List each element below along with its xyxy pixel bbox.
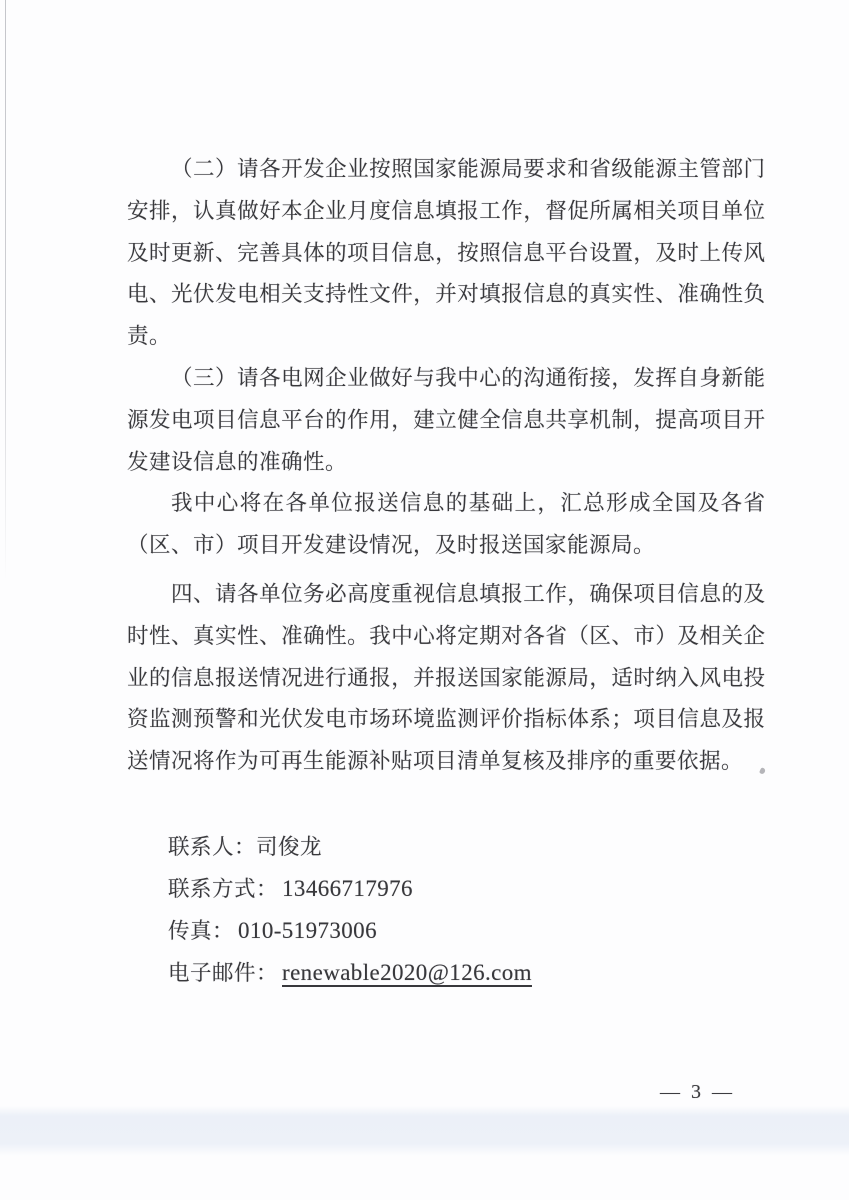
- body-text: [127, 149, 765, 783]
- body-line: （三）请各电网企业做好与我中心的沟通衔接，发挥自身新能: [171, 365, 765, 390]
- body-line: 责。: [127, 324, 172, 349]
- contact-label: 电子邮件：: [168, 961, 279, 985]
- contact-value: 司俊龙: [256, 835, 323, 859]
- body-line: 我中心将在各单位报送信息的基础上，汇总形成全国及各省: [171, 491, 765, 516]
- body-line: 资监测预警和光伏发电市场环境监测评价指标体系；项目信息及报: [127, 707, 765, 732]
- body-line: （二）请各开发企业按照国家能源局要求和省级能源主管部门: [171, 157, 765, 181]
- contact-block: [168, 826, 532, 994]
- contact-label: 传真：: [168, 919, 235, 943]
- body-line: 安排，认真做好本企业月度信息填报工作，督促所属相关项目单位: [127, 198, 765, 223]
- contact-value: 13466717976: [282, 876, 413, 901]
- body-line: 电、光伏发电相关支持性文件，并对填报信息的真实性、准确性负: [127, 282, 765, 307]
- contact-label: 联系人：: [168, 835, 257, 859]
- body-line: 时性、真实性、准确性。我中心将定期对各省（区、市）及相关企: [127, 623, 765, 648]
- contact-line: [168, 910, 532, 952]
- contact-value: 010-51973006: [238, 918, 377, 943]
- page-number: — 3 —: [660, 1081, 735, 1103]
- body-line: （区、市）项目开发建设情况，及时报送国家能源局。: [127, 533, 656, 558]
- contact-label: 联系方式：: [168, 877, 279, 901]
- contact-line: [168, 826, 532, 868]
- body-line: 及时更新、完善具体的项目信息，按照信息平台设置，及时上传风: [127, 240, 765, 265]
- body-line: 发建设信息的准确性。: [127, 449, 348, 474]
- body-line: 源发电项目信息平台的作用，建立健全信息共享机制，提高项目开: [127, 407, 765, 432]
- contact-line: [168, 868, 532, 910]
- contact-email-value: renewable2020@126.com: [282, 960, 532, 985]
- body-line: 送情况将作为可再生能源补贴项目清单复核及排序的重要依据。: [127, 749, 744, 774]
- body-line: 四、请各单位务必高度重视信息填报工作，确保项目信息的及: [171, 581, 765, 606]
- body-line: 业的信息报送情况进行通报，并报送国家能源局，适时纳入风电投: [127, 665, 765, 690]
- contact-line: [168, 952, 532, 994]
- scan-artifact-bottom-band: [0, 1106, 849, 1156]
- scan-artifact-left-line: [5, 0, 6, 580]
